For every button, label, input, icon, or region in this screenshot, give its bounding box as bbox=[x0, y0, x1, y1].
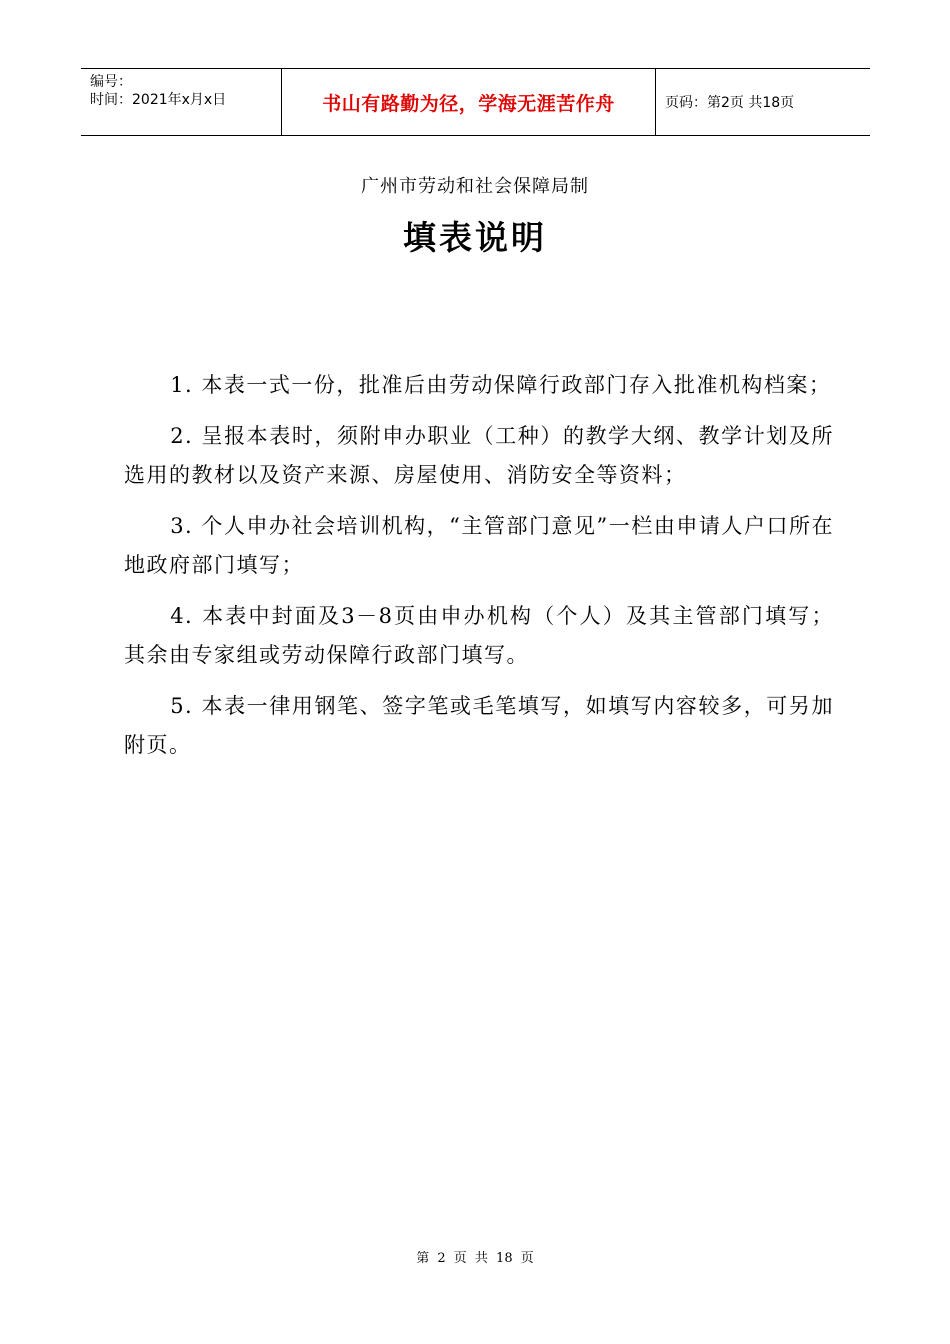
page-footer: 第 2 页 共 18 页 bbox=[416, 1251, 534, 1266]
instruction-item-3: 3. 个人申办社会培训机构，“主管部门意见”一栏由申请人户口所在地政府部门填写； bbox=[124, 514, 834, 577]
instructions-list bbox=[124, 366, 834, 777]
code-label: 编号： bbox=[90, 74, 132, 90]
instruction-item-4: 4. 本表中封面及3－8页由申办机构（个人）及其主管部门填写；其余由专家组或劳动保障行政部门填写。 bbox=[124, 604, 834, 667]
instruction-item-5: 5. 本表一律用钢笔、签字笔或毛笔填写，如填写内容较多，可另加附页。 bbox=[124, 694, 834, 757]
document-title: 填表说明 bbox=[403, 218, 547, 257]
instruction-item-1: 1. 本表一式一份，批准后由劳动保障行政部门存入批准机构档案； bbox=[170, 373, 832, 397]
header-motto: 书山有路勤为径，学海无涯苦作舟 bbox=[322, 92, 615, 115]
page-header bbox=[81, 68, 870, 136]
header-meta bbox=[90, 73, 226, 109]
organization-name: 广州市劳动和社会保障局制 bbox=[361, 176, 589, 197]
instruction-item-2: 2. 呈报本表时，须附申办职业（工种）的教学大纲、教学计划及所选用的教材以及资产来源、房屋使用、消防安全等资料； bbox=[124, 424, 834, 487]
header-page-info: 页码：第2页 共18页 bbox=[665, 95, 795, 111]
header-divider-right bbox=[655, 69, 656, 135]
time-label: 时间：2021年x月x日 bbox=[90, 92, 227, 108]
